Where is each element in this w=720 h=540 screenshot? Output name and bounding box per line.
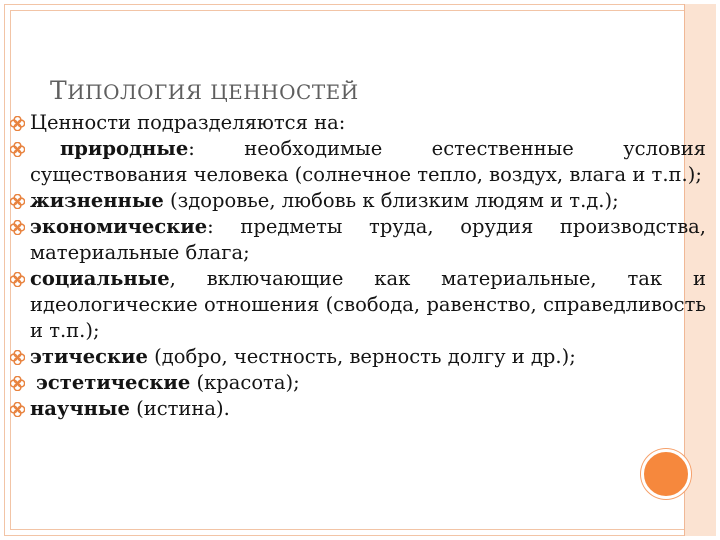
flower-bullet-icon bbox=[10, 220, 25, 235]
item-term: социальные bbox=[30, 267, 170, 290]
item-term: природные bbox=[60, 137, 189, 160]
flower-bullet-icon bbox=[10, 142, 25, 157]
title-second-word: ЦЕННОСТЕЙ bbox=[210, 80, 359, 104]
item-text: , включающие как материальные, так и идеологические отношения (свобода, равенство, справедливость и т.п.); bbox=[30, 267, 706, 342]
item-term: жизненные bbox=[30, 189, 164, 212]
slide-title bbox=[50, 76, 359, 105]
flower-bullet-icon bbox=[10, 376, 25, 391]
item-term: эстетические bbox=[36, 371, 191, 394]
bullet-list bbox=[10, 110, 706, 422]
item-text: (здоровье, любовь к близким людям и т.д.); bbox=[163, 189, 619, 212]
list-item bbox=[10, 370, 706, 396]
item-text: (красота); bbox=[190, 371, 300, 394]
decorative-orange-circle bbox=[641, 449, 691, 499]
list-item bbox=[10, 396, 706, 422]
list-item bbox=[10, 266, 706, 344]
list-item bbox=[10, 136, 706, 188]
flower-bullet-icon bbox=[10, 402, 25, 417]
list-item bbox=[10, 214, 706, 266]
item-text: Ценности подразделяются на: bbox=[30, 111, 346, 134]
title-first-word-rest: ИПОЛОГИЯ bbox=[67, 80, 203, 104]
item-term: этические bbox=[30, 345, 148, 368]
item-term: научные bbox=[30, 397, 130, 420]
item-text: (добро, честность, верность долгу и др.); bbox=[147, 345, 576, 368]
flower-bullet-icon bbox=[10, 272, 25, 287]
flower-bullet-icon bbox=[10, 350, 25, 365]
list-item bbox=[10, 344, 706, 370]
list-item bbox=[10, 110, 706, 136]
item-text: (истина). bbox=[129, 397, 230, 420]
item-text: : предметы труда, орудия производства, материальные блага; bbox=[30, 215, 706, 264]
list-item bbox=[10, 188, 706, 214]
item-term: экономические bbox=[30, 215, 208, 238]
flower-bullet-icon bbox=[10, 116, 25, 131]
flower-bullet-icon bbox=[10, 194, 25, 209]
item-text: : необходимые естественные условия существования человека (солнечное тепло, воздух, влага и т.п.); bbox=[30, 137, 706, 186]
title-first-letter: Т bbox=[50, 76, 68, 105]
